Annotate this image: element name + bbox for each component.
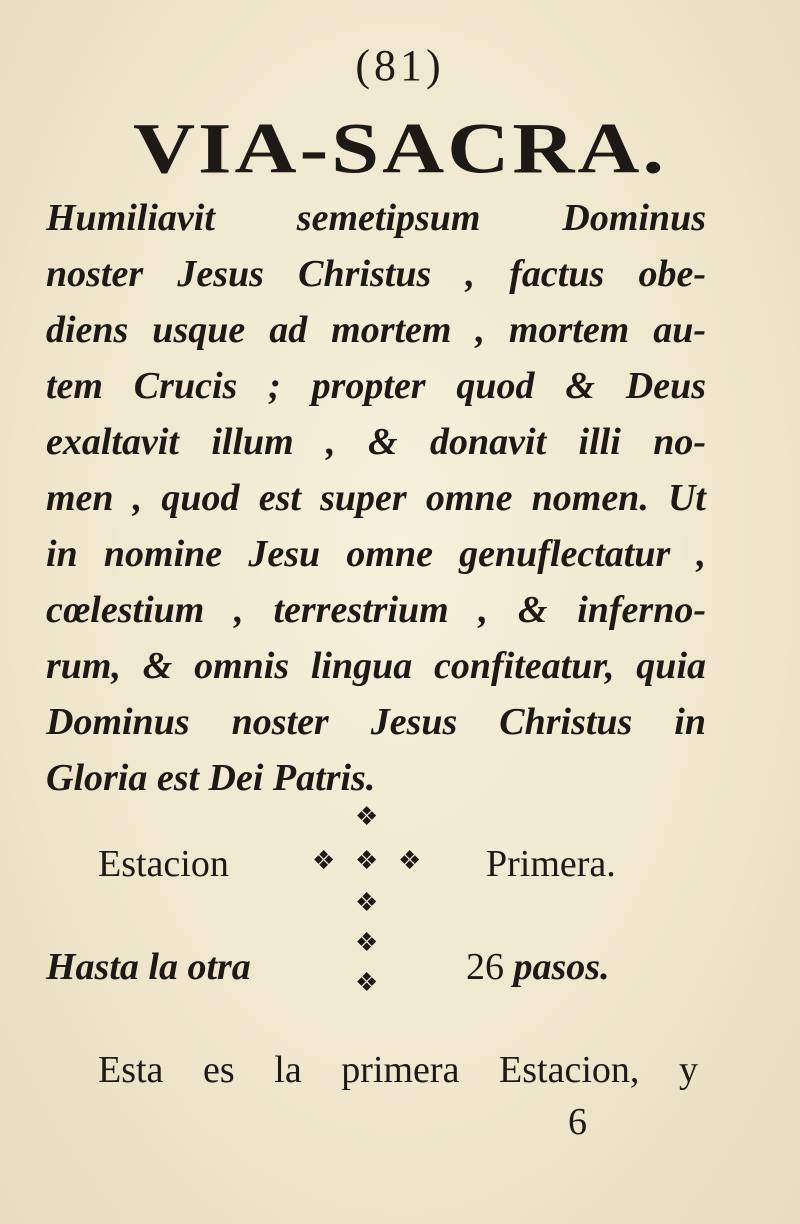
verse-text — [46, 190, 706, 806]
station-label: Estacion — [98, 843, 229, 885]
fleuron-cross-icon: ❖ — [355, 846, 379, 875]
verse-line: Dominus noster Jesus Christus in — [46, 701, 706, 743]
verse-line: rum, & omnis lingua confiteatur, quia — [46, 645, 706, 687]
distance-unit: pasos. — [513, 946, 610, 988]
body-line: Esta es la primera Estacion, y — [98, 1049, 698, 1091]
verse-line: noster Jesus Christus , factus obe- — [46, 253, 706, 295]
distance-label: Hasta la otra — [46, 946, 251, 988]
verse-line: cœlestium , terrestrium , & inferno- — [46, 589, 706, 631]
verse-line: Gloria est Dei Patris. — [46, 757, 376, 799]
verse-line: tem Crucis ; propter quod & Deus — [46, 365, 706, 407]
verse-line: exaltavit illum , & donavit illi no- — [46, 421, 706, 463]
fleuron-cross-icon: ❖ — [355, 888, 379, 917]
page-title: VIA-SACRA. — [132, 107, 668, 189]
catchword: 6 — [568, 1101, 587, 1143]
verse-line: diens usque ad mortem , mortem au- — [46, 309, 706, 351]
verse-line: in nomine Jesu omne genuflectatur , — [46, 533, 706, 575]
verse-line: men , quod est super omne nomen. Ut — [46, 477, 706, 519]
distance-value — [466, 945, 610, 989]
page-number: (81) — [355, 41, 445, 90]
fleuron-cross-icon: ❖ — [312, 846, 336, 875]
fleuron-cross-icon: ❖ — [398, 846, 422, 875]
distance-number: 26 — [466, 946, 504, 988]
station-number: Primera. — [486, 843, 616, 885]
fleuron-cross-icon: ❖ — [355, 802, 379, 831]
verse-line: Humiliavit semetipsum Dominus — [46, 197, 706, 239]
fleuron-cross-icon: ❖ — [355, 968, 379, 997]
fleuron-cross-icon: ❖ — [355, 928, 379, 957]
